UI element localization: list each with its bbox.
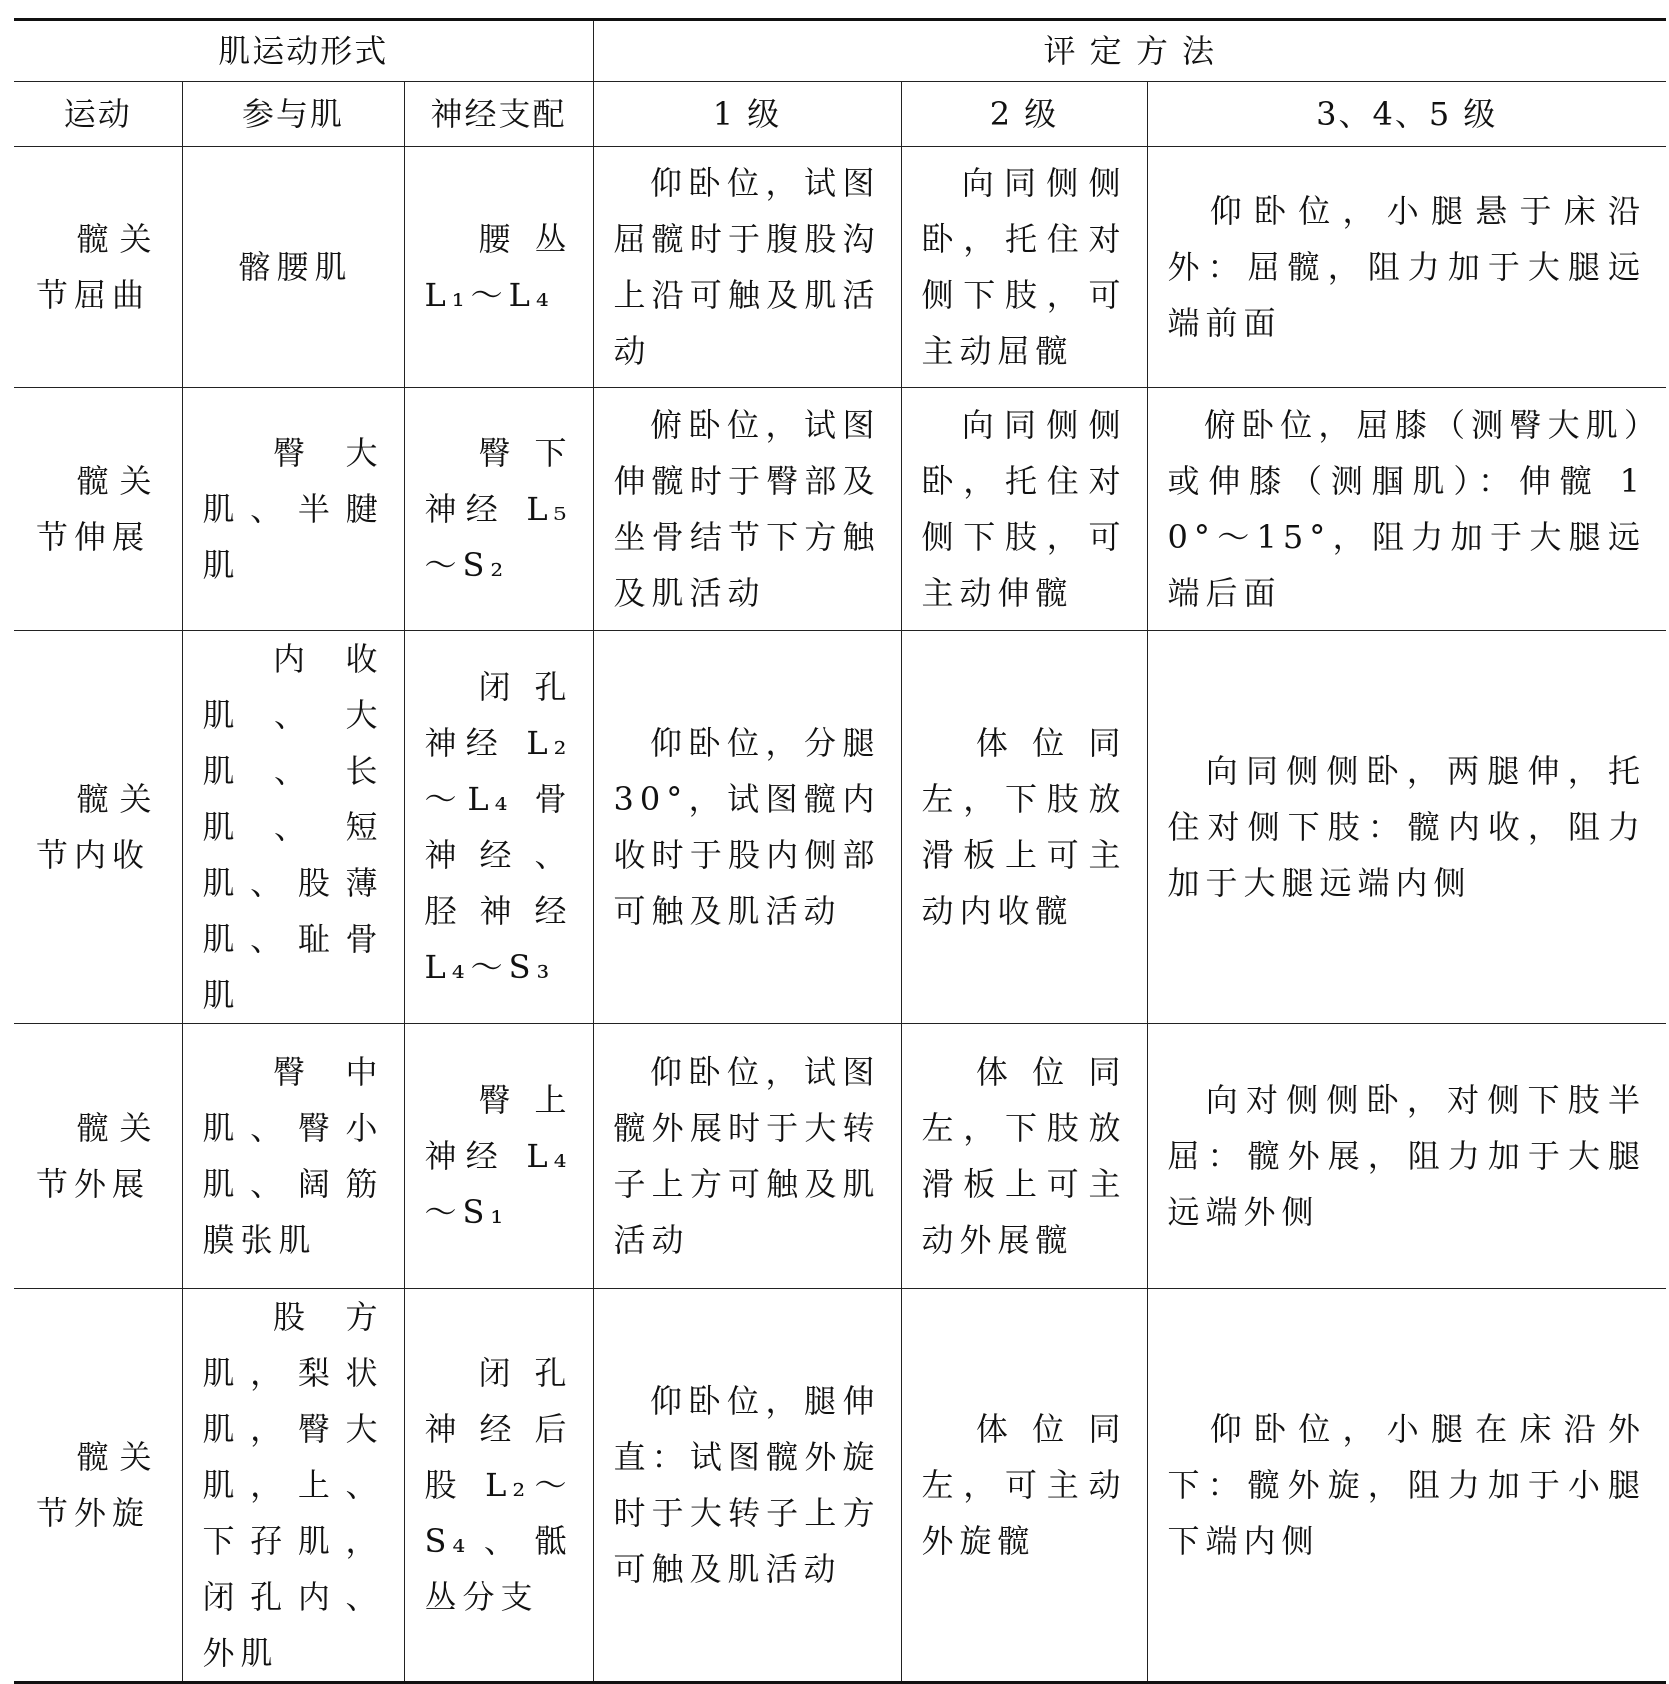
header-nerve: 神经支配: [404, 82, 593, 147]
cell-motion: 髋关节屈曲: [14, 147, 182, 388]
cell-grade-3-4-5: 仰卧位，小腿悬于床沿外：屈髋，阻力加于大腿远端前面: [1147, 147, 1666, 388]
cell-nerve: 臀下神经 L₅～S₂: [404, 388, 593, 631]
cell-grade-1: 仰卧位，试图屈髋时于腹股沟上沿可触及肌活动: [593, 147, 901, 388]
header-muscles: 参与肌: [182, 82, 404, 147]
cell-muscles: 髂腰肌: [182, 147, 404, 388]
header-grade-1: 1 级: [593, 82, 901, 147]
cell-nerve: 闭孔神经后股 L₂～S₄、骶丛分支: [404, 1289, 593, 1683]
cell-grade-1: 仰卧位，分腿 30°，试图髋内收时于股内侧部可触及肌活动: [593, 631, 901, 1024]
header-group-method: 评 定 方 法: [593, 20, 1666, 82]
cell-motion: 髋关节伸展: [14, 388, 182, 631]
cell-muscles: 股方肌，梨状肌，臀大肌，上、下孖肌，闭孔内、外肌: [182, 1289, 404, 1683]
cell-grade-2: 体位同左，下肢放滑板上可主动内收髋: [901, 631, 1147, 1024]
table-body: [14, 147, 1666, 1683]
table-row: [14, 631, 1666, 1024]
cell-grade-1: 仰卧位，试图髋外展时于大转子上方可触及肌活动: [593, 1024, 901, 1289]
cell-muscles: 臀大肌、半腱肌: [182, 388, 404, 631]
cell-grade-2: 体位同左，下肢放滑板上可主动外展髋: [901, 1024, 1147, 1289]
cell-grade-1: 俯卧位，试图伸髋时于臀部及坐骨结节下方触及肌活动: [593, 388, 901, 631]
muscle-test-table-container: [14, 18, 1666, 1684]
header-group-row: [14, 20, 1666, 82]
cell-motion: 髋关节外旋: [14, 1289, 182, 1683]
header-columns-row: [14, 82, 1666, 147]
cell-grade-2: 向同侧侧卧，托住对侧下肢，可主动屈髋: [901, 147, 1147, 388]
cell-grade-3-4-5: 向对侧侧卧，对侧下肢半屈：髋外展，阻力加于大腿远端外侧: [1147, 1024, 1666, 1289]
cell-grade-1: 仰卧位，腿伸直：试图髋外旋时于大转子上方可触及肌活动: [593, 1289, 901, 1683]
table-row: [14, 147, 1666, 388]
table-header: [14, 20, 1666, 147]
cell-muscles: 内收肌、大肌、长肌、短肌、股薄肌、耻骨肌: [182, 631, 404, 1024]
hip-muscle-strength-table: [14, 18, 1666, 1684]
table-row: [14, 388, 1666, 631]
cell-nerve: 臀上神经 L₄～S₁: [404, 1024, 593, 1289]
cell-muscles: 臀中肌、臀小肌、阔筋膜张肌: [182, 1024, 404, 1289]
cell-motion: 髋关节外展: [14, 1024, 182, 1289]
cell-grade-3-4-5: 向同侧侧卧，两腿伸，托住对侧下肢：髋内收，阻力加于大腿远端内侧: [1147, 631, 1666, 1024]
cell-nerve: 闭孔神经 L₂～L₄ 骨神经、胫神经 L₄～S₃: [404, 631, 593, 1024]
cell-grade-2: 向同侧侧卧，托住对侧下肢，可主动伸髋: [901, 388, 1147, 631]
cell-grade-3-4-5: 仰卧位，小腿在床沿外下：髋外旋，阻力加于小腿下端内侧: [1147, 1289, 1666, 1683]
header-group-movement: 肌运动形式: [14, 20, 593, 82]
header-grade-2: 2 级: [901, 82, 1147, 147]
cell-nerve: 腰丛 L₁～L₄: [404, 147, 593, 388]
cell-grade-3-4-5: 俯卧位，屈膝（测臀大肌）或伸膝（测腘肌）：伸髋 10°～15°，阻力加于大腿远端后面: [1147, 388, 1666, 631]
header-motion: 运动: [14, 82, 182, 147]
table-row: [14, 1289, 1666, 1683]
table-row: [14, 1024, 1666, 1289]
cell-motion: 髋关节内收: [14, 631, 182, 1024]
header-grade-3-4-5: 3、4、5 级: [1147, 82, 1666, 147]
cell-grade-2: 体位同左，可主动外旋髋: [901, 1289, 1147, 1683]
